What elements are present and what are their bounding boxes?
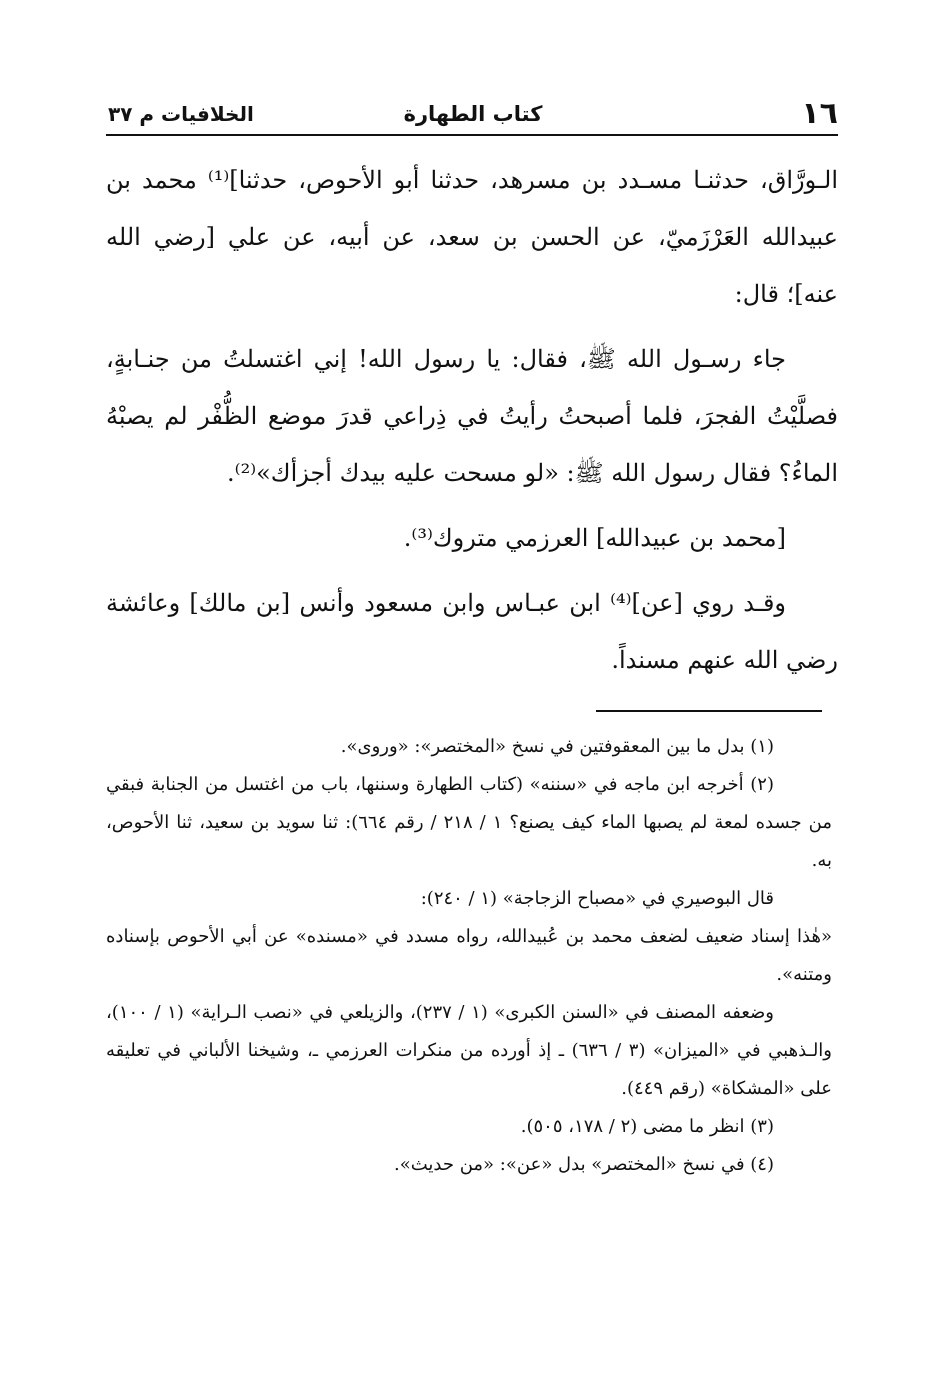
main-paragraph-3: [محمد بن عبيدالله] العرزمي متروك⁽³⁾.	[403, 524, 786, 552]
main-paragraph-2: جاء رسـول الله ﷺ، فقال: يا رسول الله! إني اغتسلتُ من جنـابةٍ، فصلَّيْتُ الفجرَ، فلما أصبحتُ رأيتُ في ذِراعي قدرَ موضع الظُّفْر لم يصبْهُ الماءُ؟ فقال رسول الله ﷺ: «لو مسحت عليه بيدك أجزأك»⁽²⁾.	[106, 345, 838, 487]
main-text	[106, 152, 838, 689]
footnote-4: (٤) في نسخ «المختصر» بدل «عن»: «من حديث».	[394, 1154, 774, 1175]
main-paragraph-1: الـورَّاق، حدثنـا مسـدد بن مسرهد، حدثنا أبو الأحوص، حدثنا]⁽¹⁾ محمد بن عبيدالله العَرْزَميّ، عن الحسن بن سعد، عن أبيه، عن علي [رضي الله عنه]؛ قال:	[106, 166, 839, 308]
running-reference: الخلافيات م ٣٧	[108, 102, 254, 126]
book-title: كتاب الطهارة	[403, 102, 543, 126]
footnote-rule	[596, 710, 822, 712]
page-number: ١٦	[801, 96, 838, 131]
footnote-2-quote: «هٰذا إسناد ضعيف لضعف محمد بن عُبيدالله، رواه مسدد في «مسنده» عن أبي الأحوص بإسناده ومتنه».	[106, 926, 832, 985]
footnote-2-continued: وضعفه المصنف في «السنن الكبرى» (١ / ٢٣٧)، والزيلعي في «نصب الـراية» (١ / ١٠٠)، والـذهبي في «الميزان» (٣ / ٦٣٦) ـ إذ أورده من منكرات العرزمي ـ، وشيخنا الألباني في تعليقه على «المشكاة» (رقم ٤٤٩).	[106, 1002, 833, 1099]
footnote-2: (٢) أخرجه ابن ماجه في «سننه» (كتاب الطهارة وسننها، باب من اغتسل من الجنابة فبقي من جسده لمعة لم يصبها الماء كيف يصنع؟ ١ / ٢١٨ / رقم ٦٦٤): ثنا سويد بن سعيد، ثنا الأحوص، به.	[106, 774, 832, 871]
footnote-3: (٣) انظر ما مضى (٢ / ١٧٨، ٥٠٥).	[520, 1116, 774, 1137]
footnote-1: (١) بدل ما بين المعقوفتين في نسخ «المختصر»: «وروى».	[340, 736, 774, 757]
main-paragraph-4: وقـد روي [عن]⁽⁴⁾ ابن عبـاس وابن مسعود وأنس [بن مالك] وعائشة رضي الله عنهم مسنداً.	[106, 589, 838, 674]
page-header	[108, 96, 838, 132]
footnotes	[106, 728, 832, 1184]
footnote-2-quote-intro: قال البوصيري في «مصباح الزجاجة» (١ / ٢٤٠):	[420, 888, 774, 909]
header-rule	[106, 134, 838, 136]
